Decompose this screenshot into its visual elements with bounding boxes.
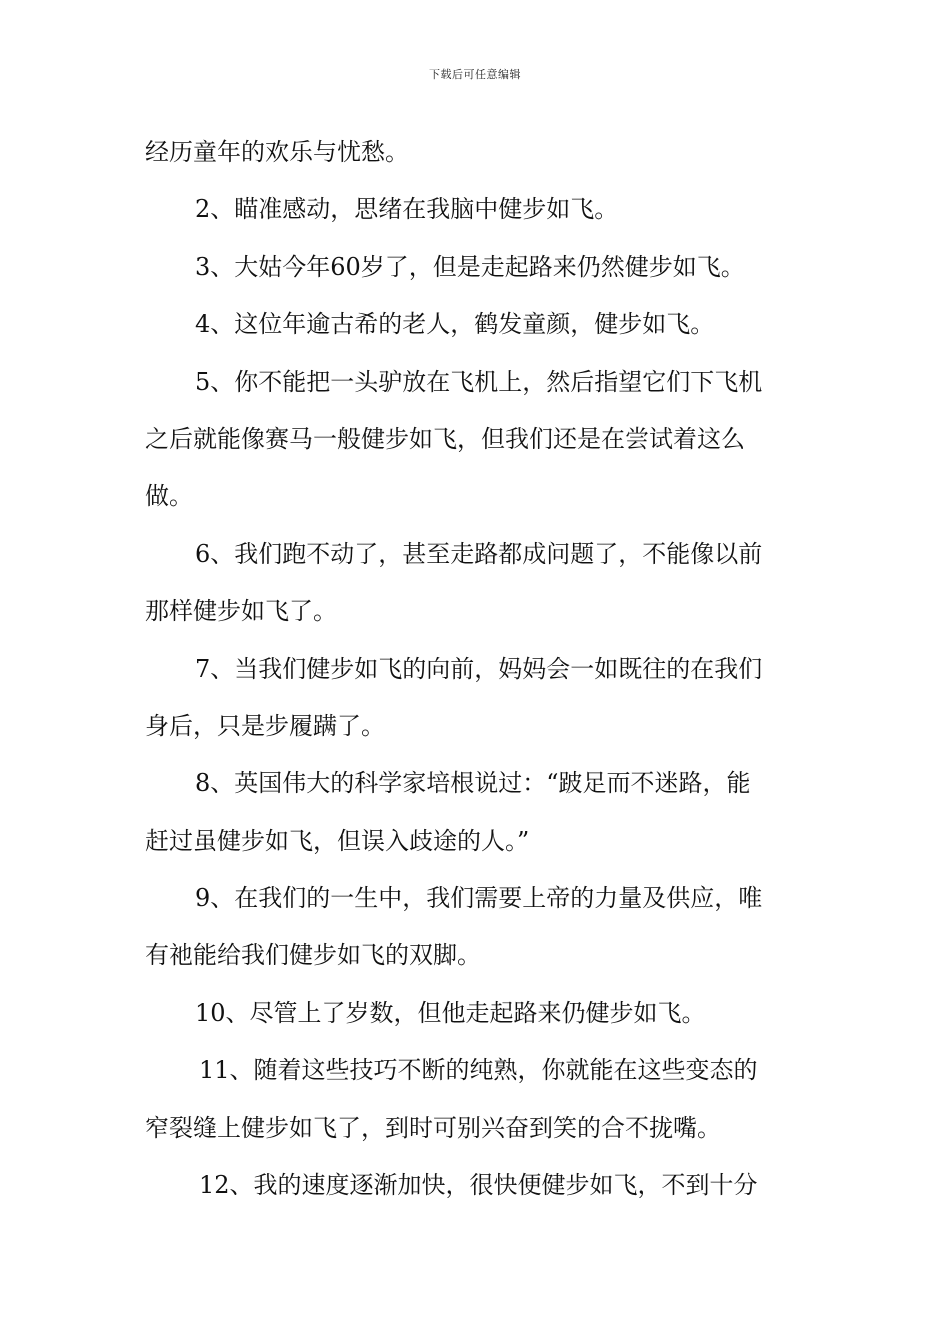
document-body <box>145 132 805 1222</box>
text-line: 有祂能给我们健步如飞的双脚。 <box>145 941 481 970</box>
example-sentence-6: 6、我们跑不动了，甚至走路都成问题了，不能像以前 <box>195 539 763 568</box>
example-sentence-5: 5、你不能把一头驴放在飞机上，然后指望它们下飞机 <box>195 367 763 396</box>
text-line: 做。 <box>145 482 193 511</box>
example-sentence-9: 9、在我们的一生中，我们需要上帝的力量及供应，唯 <box>195 884 763 913</box>
example-sentence-2: 2、瞄准感动，思绪在我脑中健步如飞。 <box>195 195 619 224</box>
text-line: 身后，只是步履蹒了。 <box>145 711 385 740</box>
example-sentence-11: 11、随着这些技巧不断的纯熟，你就能在这些变态的 <box>199 1056 758 1085</box>
example-sentence-3: 3、大姑今年60岁了，但是走起路来仍然健步如飞。 <box>195 252 745 281</box>
text-line: 那样健步如飞了。 <box>145 597 337 626</box>
example-sentence-8: 8、英国伟大的科学家培根说过：“跛足而不迷路，能 <box>195 769 751 798</box>
example-sentence-4: 4、这位年逾古希的老人，鹤发童颜，健步如飞。 <box>195 310 715 339</box>
page-header: 下载后可任意编辑 <box>429 68 521 81</box>
example-sentence-10: 10、尽管上了岁数，但他走起路来仍健步如飞。 <box>195 998 706 1027</box>
text-line: 之后就能像赛马一般健步如飞，但我们还是在尝试着这么 <box>145 424 745 453</box>
example-sentence-12: 12、我的速度逐渐加快，很快便健步如飞，不到十分 <box>199 1171 758 1200</box>
text-line: 窄裂缝上健步如飞了，到时可别兴奋到笑的合不拢嘴。 <box>145 1113 721 1142</box>
example-sentence-7: 7、当我们健步如飞的向前，妈妈会一如既往的在我们 <box>195 654 763 683</box>
text-line: 赶过虽健步如飞，但误入歧途的人。” <box>145 826 530 855</box>
text-line: 经历童年的欢乐与忧愁。 <box>145 138 409 166</box>
